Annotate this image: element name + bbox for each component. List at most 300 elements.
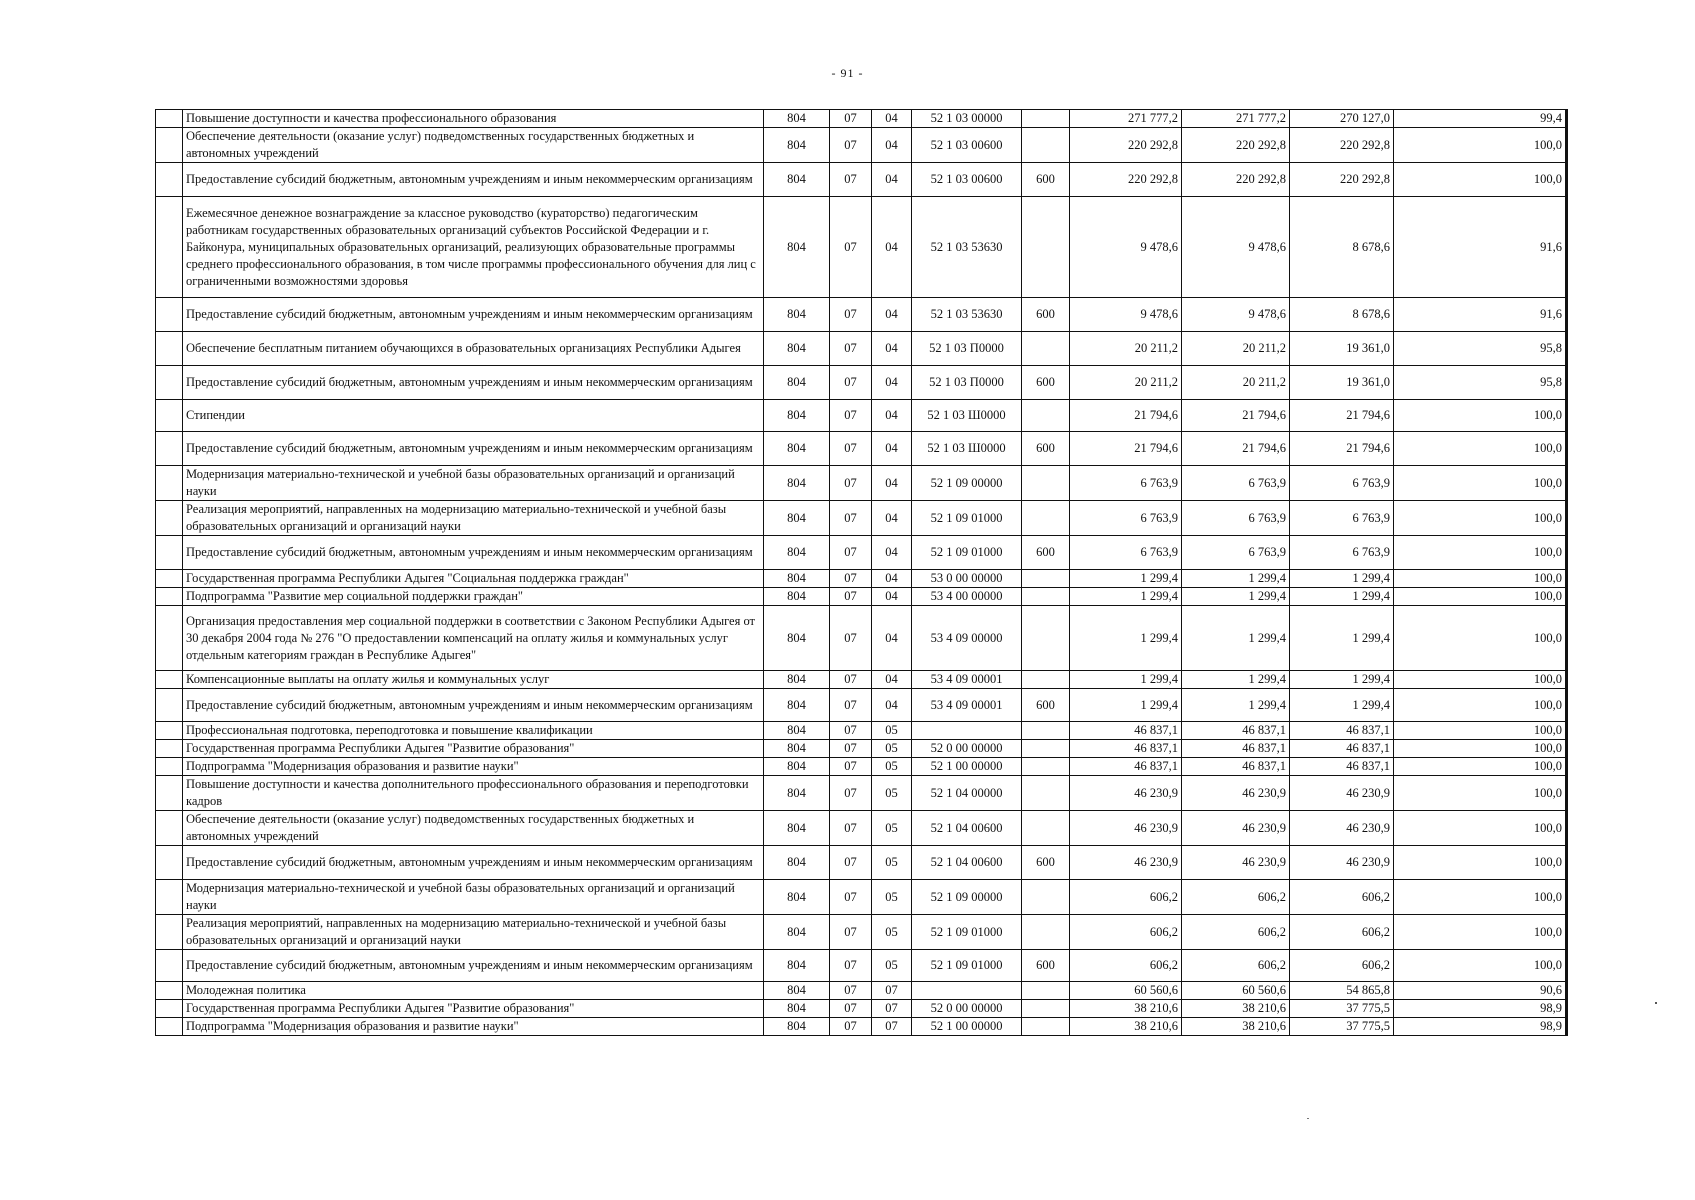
- cell-csr: 52 0 00 00000: [912, 1000, 1022, 1018]
- cell-plan: 9 478,6: [1070, 298, 1182, 332]
- cell-percent: 100,0: [1394, 466, 1567, 501]
- cell-percent: 98,9: [1394, 1000, 1567, 1018]
- cell-vr: 600: [1022, 366, 1070, 400]
- cell-csr: 52 1 00 00000: [912, 1018, 1022, 1036]
- cell-rz: 07: [830, 588, 872, 606]
- cell-name: Обеспечение деятельности (оказание услуг) подведомственных государственных бюджетных и автономных учреждений: [183, 128, 764, 163]
- cell-name: Государственная программа Республики Адыгея "Развитие образования": [183, 740, 764, 758]
- cell-blank: [156, 366, 183, 400]
- cell-actual: 46 230,9: [1290, 776, 1394, 811]
- cell-name: Обеспечение деятельности (оказание услуг) подведомственных государственных бюджетных и автономных учреждений: [183, 811, 764, 846]
- cell-gr: 804: [764, 982, 830, 1000]
- scan-speck: [1307, 1118, 1309, 1119]
- cell-rz: 07: [830, 758, 872, 776]
- cell-vr: 600: [1022, 298, 1070, 332]
- cell-refined: 220 292,8: [1182, 163, 1290, 197]
- cell-name: Модернизация материально-технической и учебной базы образовательных организаций и организаций науки: [183, 466, 764, 501]
- table-row: [156, 1000, 1567, 1018]
- cell-name: Организация предоставления мер социальной поддержки в соответствии с Законом Республики Адыгея от 30 декабря 2004 года № 276 "О предоставлении компенсаций на оплату жилья и коммунальных услуг отдельным категориям граждан в Республике Адыгея": [183, 606, 764, 671]
- cell-pr: 04: [872, 163, 912, 197]
- cell-percent: 99,4: [1394, 110, 1567, 128]
- cell-rz: 07: [830, 811, 872, 846]
- cell-rz: 07: [830, 606, 872, 671]
- cell-gr: 804: [764, 570, 830, 588]
- cell-name: Стипендии: [183, 400, 764, 432]
- cell-percent: 100,0: [1394, 846, 1567, 880]
- cell-percent: 100,0: [1394, 570, 1567, 588]
- table-row: [156, 758, 1567, 776]
- cell-vr: [1022, 1018, 1070, 1036]
- cell-refined: 1 299,4: [1182, 588, 1290, 606]
- budget-table: [155, 109, 1568, 1036]
- cell-blank: [156, 570, 183, 588]
- cell-percent: 100,0: [1394, 740, 1567, 758]
- cell-pr: 04: [872, 400, 912, 432]
- cell-blank: [156, 163, 183, 197]
- cell-rz: 07: [830, 570, 872, 588]
- cell-rz: 07: [830, 982, 872, 1000]
- cell-refined: 46 837,1: [1182, 740, 1290, 758]
- table-row: [156, 536, 1567, 570]
- cell-plan: 1 299,4: [1070, 570, 1182, 588]
- cell-csr: 52 1 04 00600: [912, 846, 1022, 880]
- cell-rz: 07: [830, 915, 872, 950]
- cell-name: Подпрограмма "Развитие мер социальной поддержки граждан": [183, 588, 764, 606]
- cell-actual: 1 299,4: [1290, 606, 1394, 671]
- table-row: [156, 110, 1567, 128]
- cell-refined: 9 478,6: [1182, 197, 1290, 298]
- cell-csr: 52 1 09 01000: [912, 536, 1022, 570]
- cell-vr: [1022, 776, 1070, 811]
- cell-csr: 52 1 03 00000: [912, 110, 1022, 128]
- cell-refined: 1 299,4: [1182, 689, 1290, 722]
- cell-name: Предоставление субсидий бюджетным, автономным учреждениям и иным некоммерческим организациям: [183, 950, 764, 982]
- cell-actual: 37 775,5: [1290, 1000, 1394, 1018]
- cell-refined: 21 794,6: [1182, 400, 1290, 432]
- cell-plan: 38 210,6: [1070, 1018, 1182, 1036]
- cell-refined: 46 230,9: [1182, 776, 1290, 811]
- cell-vr: [1022, 722, 1070, 740]
- cell-vr: [1022, 915, 1070, 950]
- cell-plan: 46 837,1: [1070, 722, 1182, 740]
- table-row: [156, 880, 1567, 915]
- cell-plan: 9 478,6: [1070, 197, 1182, 298]
- cell-refined: 20 211,2: [1182, 332, 1290, 366]
- cell-pr: 04: [872, 606, 912, 671]
- cell-csr: 52 1 09 01000: [912, 501, 1022, 536]
- cell-blank: [156, 722, 183, 740]
- cell-pr: 05: [872, 915, 912, 950]
- cell-refined: 9 478,6: [1182, 298, 1290, 332]
- cell-gr: 804: [764, 588, 830, 606]
- cell-refined: 6 763,9: [1182, 466, 1290, 501]
- cell-plan: 60 560,6: [1070, 982, 1182, 1000]
- table-row: [156, 466, 1567, 501]
- cell-rz: 07: [830, 1000, 872, 1018]
- cell-rz: 07: [830, 880, 872, 915]
- cell-rz: 07: [830, 501, 872, 536]
- cell-gr: 804: [764, 432, 830, 466]
- cell-pr: 04: [872, 671, 912, 689]
- cell-plan: 46 837,1: [1070, 740, 1182, 758]
- cell-plan: 1 299,4: [1070, 689, 1182, 722]
- cell-rz: 07: [830, 110, 872, 128]
- cell-pr: 04: [872, 298, 912, 332]
- cell-blank: [156, 536, 183, 570]
- cell-plan: 6 763,9: [1070, 466, 1182, 501]
- table-row: [156, 588, 1567, 606]
- cell-pr: 05: [872, 758, 912, 776]
- cell-rz: 07: [830, 846, 872, 880]
- table-row: [156, 950, 1567, 982]
- cell-actual: 46 837,1: [1290, 722, 1394, 740]
- cell-actual: 19 361,0: [1290, 332, 1394, 366]
- cell-name: Подпрограмма "Модернизация образования и развитие науки": [183, 1018, 764, 1036]
- cell-blank: [156, 758, 183, 776]
- cell-csr: 52 1 03 П0000: [912, 332, 1022, 366]
- cell-plan: 606,2: [1070, 915, 1182, 950]
- cell-pr: 04: [872, 332, 912, 366]
- cell-actual: 6 763,9: [1290, 501, 1394, 536]
- cell-blank: [156, 400, 183, 432]
- cell-vr: [1022, 588, 1070, 606]
- cell-name: Предоставление субсидий бюджетным, автономным учреждениям и иным некоммерческим организациям: [183, 298, 764, 332]
- cell-percent: 100,0: [1394, 536, 1567, 570]
- cell-refined: 46 230,9: [1182, 846, 1290, 880]
- cell-percent: 100,0: [1394, 880, 1567, 915]
- cell-plan: 21 794,6: [1070, 432, 1182, 466]
- cell-refined: 60 560,6: [1182, 982, 1290, 1000]
- cell-refined: 6 763,9: [1182, 501, 1290, 536]
- cell-pr: 04: [872, 110, 912, 128]
- cell-gr: 804: [764, 606, 830, 671]
- cell-refined: 1 299,4: [1182, 570, 1290, 588]
- cell-blank: [156, 606, 183, 671]
- cell-blank: [156, 776, 183, 811]
- cell-actual: 6 763,9: [1290, 536, 1394, 570]
- cell-gr: 804: [764, 501, 830, 536]
- cell-rz: 07: [830, 466, 872, 501]
- cell-gr: 804: [764, 110, 830, 128]
- cell-pr: 04: [872, 588, 912, 606]
- cell-name: Предоставление субсидий бюджетным, автономным учреждениям и иным некоммерческим организациям: [183, 432, 764, 466]
- cell-pr: 04: [872, 536, 912, 570]
- cell-gr: 804: [764, 536, 830, 570]
- cell-plan: 46 230,9: [1070, 846, 1182, 880]
- cell-percent: 100,0: [1394, 671, 1567, 689]
- cell-plan: 46 230,9: [1070, 811, 1182, 846]
- cell-name: Обеспечение бесплатным питанием обучающихся в образовательных организациях Республики Адыгея: [183, 332, 764, 366]
- cell-csr: 52 1 03 Ш0000: [912, 432, 1022, 466]
- table-row: [156, 671, 1567, 689]
- cell-gr: 804: [764, 671, 830, 689]
- cell-gr: 804: [764, 776, 830, 811]
- cell-refined: 606,2: [1182, 950, 1290, 982]
- cell-name: Ежемесячное денежное вознаграждение за классное руководство (кураторство) педагогическим работникам государственных образовательных организаций субъектов Российской Федерации и г. Байконура, муниципальных образовательных организаций, реализующих образовательные программы среднего профессионального образования, в том числе программы профессионального обучения для лиц с ограниченными возможностями здоровья: [183, 197, 764, 298]
- cell-refined: 220 292,8: [1182, 128, 1290, 163]
- cell-blank: [156, 880, 183, 915]
- cell-pr: 04: [872, 366, 912, 400]
- cell-vr: [1022, 982, 1070, 1000]
- cell-plan: 6 763,9: [1070, 536, 1182, 570]
- cell-blank: [156, 671, 183, 689]
- cell-actual: 8 678,6: [1290, 298, 1394, 332]
- cell-rz: 07: [830, 740, 872, 758]
- cell-gr: 804: [764, 1000, 830, 1018]
- cell-name: Молодежная политика: [183, 982, 764, 1000]
- cell-vr: 600: [1022, 536, 1070, 570]
- budget-table-body: [156, 110, 1567, 1036]
- cell-rz: 07: [830, 1018, 872, 1036]
- cell-pr: 05: [872, 846, 912, 880]
- cell-plan: 1 299,4: [1070, 588, 1182, 606]
- cell-vr: [1022, 570, 1070, 588]
- table-row: [156, 432, 1567, 466]
- cell-percent: 91,6: [1394, 298, 1567, 332]
- cell-vr: 600: [1022, 846, 1070, 880]
- cell-csr: 52 1 04 00600: [912, 811, 1022, 846]
- table-row: [156, 501, 1567, 536]
- cell-csr: 53 4 09 00001: [912, 671, 1022, 689]
- scan-speck: [1655, 1002, 1657, 1004]
- table-row: [156, 163, 1567, 197]
- cell-blank: [156, 466, 183, 501]
- cell-csr: 52 1 09 01000: [912, 950, 1022, 982]
- cell-csr: 52 1 00 00000: [912, 758, 1022, 776]
- cell-refined: 606,2: [1182, 880, 1290, 915]
- table-row: [156, 740, 1567, 758]
- cell-blank: [156, 501, 183, 536]
- cell-plan: 46 230,9: [1070, 776, 1182, 811]
- table-row: [156, 570, 1567, 588]
- cell-vr: [1022, 128, 1070, 163]
- cell-csr: 53 4 09 00000: [912, 606, 1022, 671]
- cell-blank: [156, 588, 183, 606]
- cell-gr: 804: [764, 400, 830, 432]
- cell-percent: 100,0: [1394, 128, 1567, 163]
- page-number: - 91 -: [831, 66, 864, 80]
- table-row: [156, 722, 1567, 740]
- cell-blank: [156, 950, 183, 982]
- cell-pr: 05: [872, 950, 912, 982]
- cell-percent: 100,0: [1394, 588, 1567, 606]
- table-row: [156, 298, 1567, 332]
- cell-gr: 804: [764, 846, 830, 880]
- cell-rz: 07: [830, 128, 872, 163]
- cell-actual: 46 230,9: [1290, 846, 1394, 880]
- cell-pr: 05: [872, 740, 912, 758]
- cell-percent: 98,9: [1394, 1018, 1567, 1036]
- cell-gr: 804: [764, 128, 830, 163]
- cell-actual: 270 127,0: [1290, 110, 1394, 128]
- cell-pr: 04: [872, 128, 912, 163]
- cell-percent: 100,0: [1394, 776, 1567, 811]
- cell-pr: 04: [872, 570, 912, 588]
- cell-blank: [156, 128, 183, 163]
- cell-blank: [156, 110, 183, 128]
- cell-pr: 07: [872, 1000, 912, 1018]
- cell-csr: 53 4 09 00001: [912, 689, 1022, 722]
- cell-csr: 52 1 03 П0000: [912, 366, 1022, 400]
- cell-actual: 1 299,4: [1290, 588, 1394, 606]
- cell-actual: 1 299,4: [1290, 689, 1394, 722]
- cell-refined: 38 210,6: [1182, 1000, 1290, 1018]
- table-row: [156, 846, 1567, 880]
- cell-gr: 804: [764, 298, 830, 332]
- cell-blank: [156, 915, 183, 950]
- cell-pr: 04: [872, 689, 912, 722]
- cell-vr: [1022, 197, 1070, 298]
- cell-pr: 05: [872, 776, 912, 811]
- cell-refined: 1 299,4: [1182, 606, 1290, 671]
- cell-csr: 52 1 03 00600: [912, 128, 1022, 163]
- cell-csr: 52 0 00 00000: [912, 740, 1022, 758]
- cell-csr: 52 1 03 00600: [912, 163, 1022, 197]
- cell-plan: 21 794,6: [1070, 400, 1182, 432]
- cell-csr: 53 0 00 00000: [912, 570, 1022, 588]
- cell-gr: 804: [764, 950, 830, 982]
- cell-plan: 38 210,6: [1070, 1000, 1182, 1018]
- cell-blank: [156, 740, 183, 758]
- cell-pr: 04: [872, 501, 912, 536]
- cell-vr: [1022, 758, 1070, 776]
- cell-rz: 07: [830, 197, 872, 298]
- cell-gr: 804: [764, 163, 830, 197]
- cell-percent: 100,0: [1394, 689, 1567, 722]
- cell-vr: 600: [1022, 689, 1070, 722]
- cell-name: Предоставление субсидий бюджетным, автономным учреждениям и иным некоммерческим организациям: [183, 536, 764, 570]
- table-row: [156, 332, 1567, 366]
- cell-refined: 46 837,1: [1182, 722, 1290, 740]
- cell-gr: 804: [764, 332, 830, 366]
- cell-csr: 52 1 09 00000: [912, 880, 1022, 915]
- cell-rz: 07: [830, 776, 872, 811]
- cell-plan: 20 211,2: [1070, 332, 1182, 366]
- cell-rz: 07: [830, 536, 872, 570]
- cell-percent: 100,0: [1394, 400, 1567, 432]
- cell-name: Компенсационные выплаты на оплату жилья и коммунальных услуг: [183, 671, 764, 689]
- cell-vr: [1022, 501, 1070, 536]
- cell-plan: 1 299,4: [1070, 606, 1182, 671]
- table-row: [156, 982, 1567, 1000]
- cell-vr: [1022, 1000, 1070, 1018]
- cell-blank: [156, 197, 183, 298]
- cell-vr: [1022, 880, 1070, 915]
- cell-csr: 52 1 03 53630: [912, 298, 1022, 332]
- cell-blank: [156, 432, 183, 466]
- cell-percent: 100,0: [1394, 163, 1567, 197]
- cell-plan: 606,2: [1070, 950, 1182, 982]
- cell-actual: 8 678,6: [1290, 197, 1394, 298]
- cell-refined: 271 777,2: [1182, 110, 1290, 128]
- cell-vr: [1022, 606, 1070, 671]
- cell-pr: 04: [872, 197, 912, 298]
- cell-pr: 04: [872, 466, 912, 501]
- cell-rz: 07: [830, 722, 872, 740]
- cell-csr: 52 1 04 00000: [912, 776, 1022, 811]
- cell-refined: 21 794,6: [1182, 432, 1290, 466]
- cell-gr: 804: [764, 811, 830, 846]
- cell-refined: 38 210,6: [1182, 1018, 1290, 1036]
- cell-rz: 07: [830, 298, 872, 332]
- cell-blank: [156, 332, 183, 366]
- cell-gr: 804: [764, 1018, 830, 1036]
- cell-vr: 600: [1022, 950, 1070, 982]
- cell-rz: 07: [830, 366, 872, 400]
- cell-rz: 07: [830, 432, 872, 466]
- cell-actual: 37 775,5: [1290, 1018, 1394, 1036]
- table-row: [156, 915, 1567, 950]
- cell-blank: [156, 1018, 183, 1036]
- cell-refined: 1 299,4: [1182, 671, 1290, 689]
- cell-plan: 20 211,2: [1070, 366, 1182, 400]
- cell-vr: 600: [1022, 432, 1070, 466]
- table-row: [156, 128, 1567, 163]
- cell-gr: 804: [764, 915, 830, 950]
- cell-actual: 21 794,6: [1290, 400, 1394, 432]
- cell-percent: 100,0: [1394, 501, 1567, 536]
- cell-csr: 52 1 03 Ш0000: [912, 400, 1022, 432]
- cell-vr: [1022, 811, 1070, 846]
- table-row: [156, 689, 1567, 722]
- cell-plan: 606,2: [1070, 880, 1182, 915]
- cell-blank: [156, 298, 183, 332]
- cell-refined: 6 763,9: [1182, 536, 1290, 570]
- cell-name: Модернизация материально-технической и учебной базы образовательных организаций и организаций науки: [183, 880, 764, 915]
- cell-plan: 46 837,1: [1070, 758, 1182, 776]
- table-row: [156, 811, 1567, 846]
- cell-rz: 07: [830, 400, 872, 432]
- cell-name: Предоставление субсидий бюджетным, автономным учреждениям и иным некоммерческим организациям: [183, 689, 764, 722]
- cell-blank: [156, 982, 183, 1000]
- cell-actual: 54 865,8: [1290, 982, 1394, 1000]
- cell-name: Реализация мероприятий, направленных на модернизацию материально-технической и учебной базы образовательных организаций и организаций науки: [183, 501, 764, 536]
- cell-percent: 100,0: [1394, 950, 1567, 982]
- cell-refined: 46 230,9: [1182, 811, 1290, 846]
- cell-actual: 606,2: [1290, 880, 1394, 915]
- cell-gr: 804: [764, 466, 830, 501]
- cell-gr: 804: [764, 197, 830, 298]
- cell-name: Реализация мероприятий, направленных на модернизацию материально-технической и учебной базы образовательных организаций и организаций науки: [183, 915, 764, 950]
- cell-rz: 07: [830, 689, 872, 722]
- cell-gr: 804: [764, 689, 830, 722]
- cell-name: Повышение доступности и качества профессионального образования: [183, 110, 764, 128]
- table-row: [156, 606, 1567, 671]
- cell-refined: 20 211,2: [1182, 366, 1290, 400]
- cell-blank: [156, 846, 183, 880]
- table-row: [156, 366, 1567, 400]
- cell-vr: [1022, 671, 1070, 689]
- cell-gr: 804: [764, 758, 830, 776]
- cell-actual: 220 292,8: [1290, 163, 1394, 197]
- cell-csr: [912, 722, 1022, 740]
- cell-actual: 220 292,8: [1290, 128, 1394, 163]
- cell-csr: [912, 982, 1022, 1000]
- cell-actual: 606,2: [1290, 915, 1394, 950]
- cell-blank: [156, 811, 183, 846]
- cell-percent: 100,0: [1394, 915, 1567, 950]
- cell-pr: 04: [872, 432, 912, 466]
- cell-blank: [156, 689, 183, 722]
- cell-gr: 804: [764, 366, 830, 400]
- cell-actual: 19 361,0: [1290, 366, 1394, 400]
- cell-blank: [156, 1000, 183, 1018]
- cell-pr: 05: [872, 880, 912, 915]
- cell-csr: 52 1 09 01000: [912, 915, 1022, 950]
- cell-refined: 46 837,1: [1182, 758, 1290, 776]
- cell-rz: 07: [830, 163, 872, 197]
- cell-percent: 91,6: [1394, 197, 1567, 298]
